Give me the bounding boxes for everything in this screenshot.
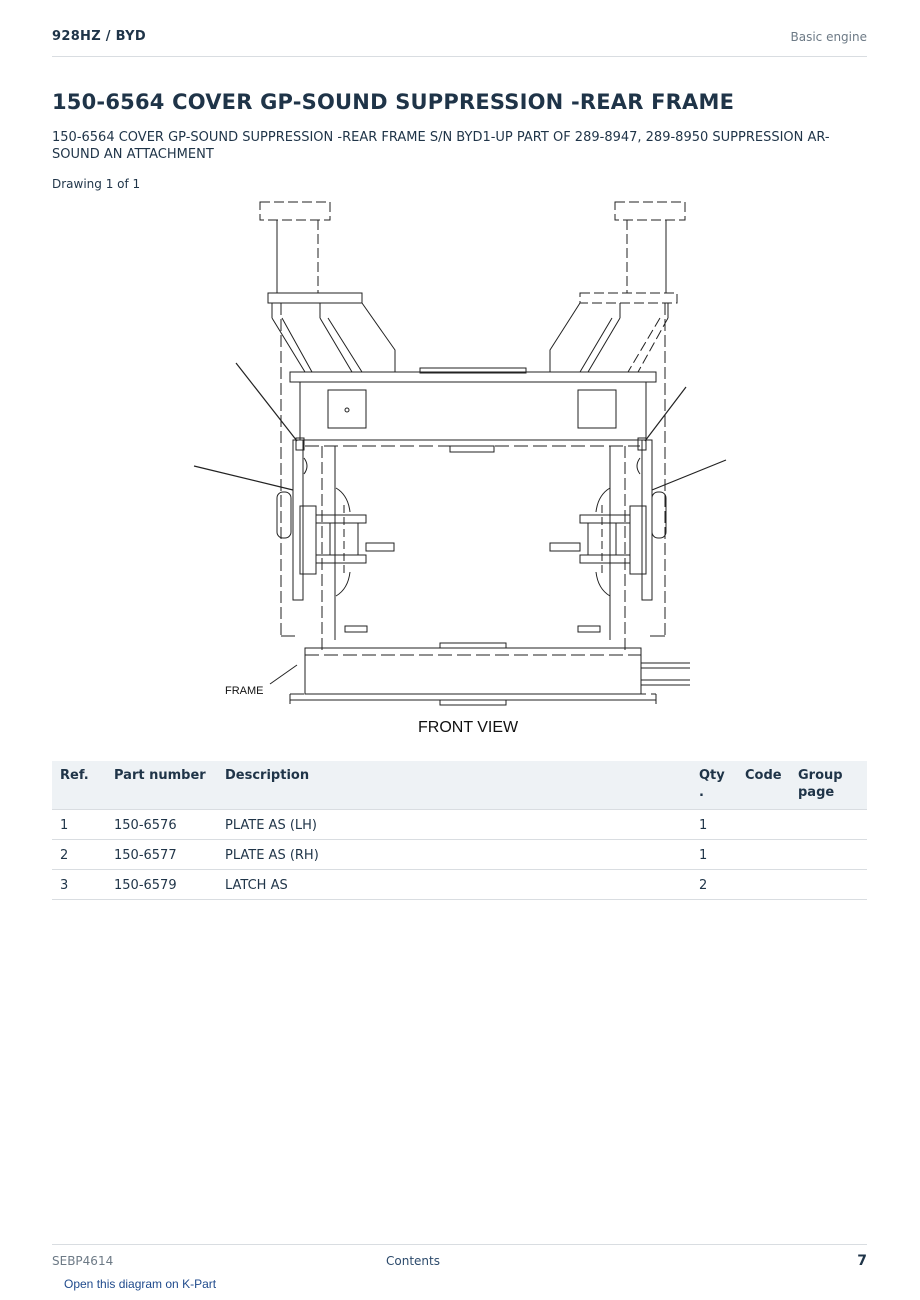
cell-qty: 2 [691, 870, 737, 900]
col-description: Description [217, 761, 691, 810]
cell-ref: 2 [52, 840, 106, 870]
table-header-row [52, 761, 867, 810]
open-kpart-link[interactable]: Open this diagram on K-Part [64, 1277, 217, 1291]
frame-label: FRAME [225, 685, 264, 697]
cell-part-number: 150-6576 [106, 810, 217, 840]
diagram-linework [194, 202, 726, 705]
table-row [52, 840, 867, 870]
col-qty: Qty . [691, 761, 737, 810]
cell-description: LATCH AS [217, 870, 691, 900]
cell-part-number: 150-6577 [106, 840, 217, 870]
page-subtitle: 150-6564 COVER GP-SOUND SUPPRESSION -REAR FRAME S/N BYD1-UP PART OF 289-8947, 289-8950 SUPPRESSION AR-SOUND AN ATTACHMENT [52, 130, 830, 162]
cell-description: PLATE AS (RH) [217, 840, 691, 870]
cell-code [737, 810, 790, 840]
table-row [52, 870, 867, 900]
page-footer [52, 1244, 867, 1275]
col-part-number: Part number [106, 761, 217, 810]
cell-qty: 1 [691, 810, 737, 840]
cell-ref: 1 [52, 810, 106, 840]
section-name: Basic engine [790, 30, 867, 44]
col-code: Code [737, 761, 790, 810]
drawing-count: Drawing 1 of 1 [52, 177, 141, 191]
contents-link[interactable]: Contents [386, 1254, 440, 1268]
col-ref: Ref. [52, 761, 106, 810]
cell-code [737, 840, 790, 870]
view-label: FRONT VIEW [418, 719, 519, 736]
cell-description: PLATE AS (LH) [217, 810, 691, 840]
cell-group-page [790, 870, 867, 900]
cell-qty: 1 [691, 840, 737, 870]
document-id: SEBP4614 [52, 1254, 114, 1268]
cell-part-number: 150-6579 [106, 870, 217, 900]
cell-ref: 3 [52, 870, 106, 900]
cell-group-page [790, 810, 867, 840]
cell-group-page [790, 840, 867, 870]
col-group-page: Group page [790, 761, 867, 810]
parts-table [52, 761, 867, 900]
model-serial: 928HZ / BYD [52, 29, 146, 44]
page-title: 150-6564 COVER GP-SOUND SUPPRESSION -REAR FRAME [52, 90, 735, 114]
cell-code [737, 870, 790, 900]
page-header [52, 28, 867, 57]
page-number: 7 [857, 1253, 867, 1269]
table-row [52, 810, 867, 840]
parts-diagram [185, 195, 735, 745]
